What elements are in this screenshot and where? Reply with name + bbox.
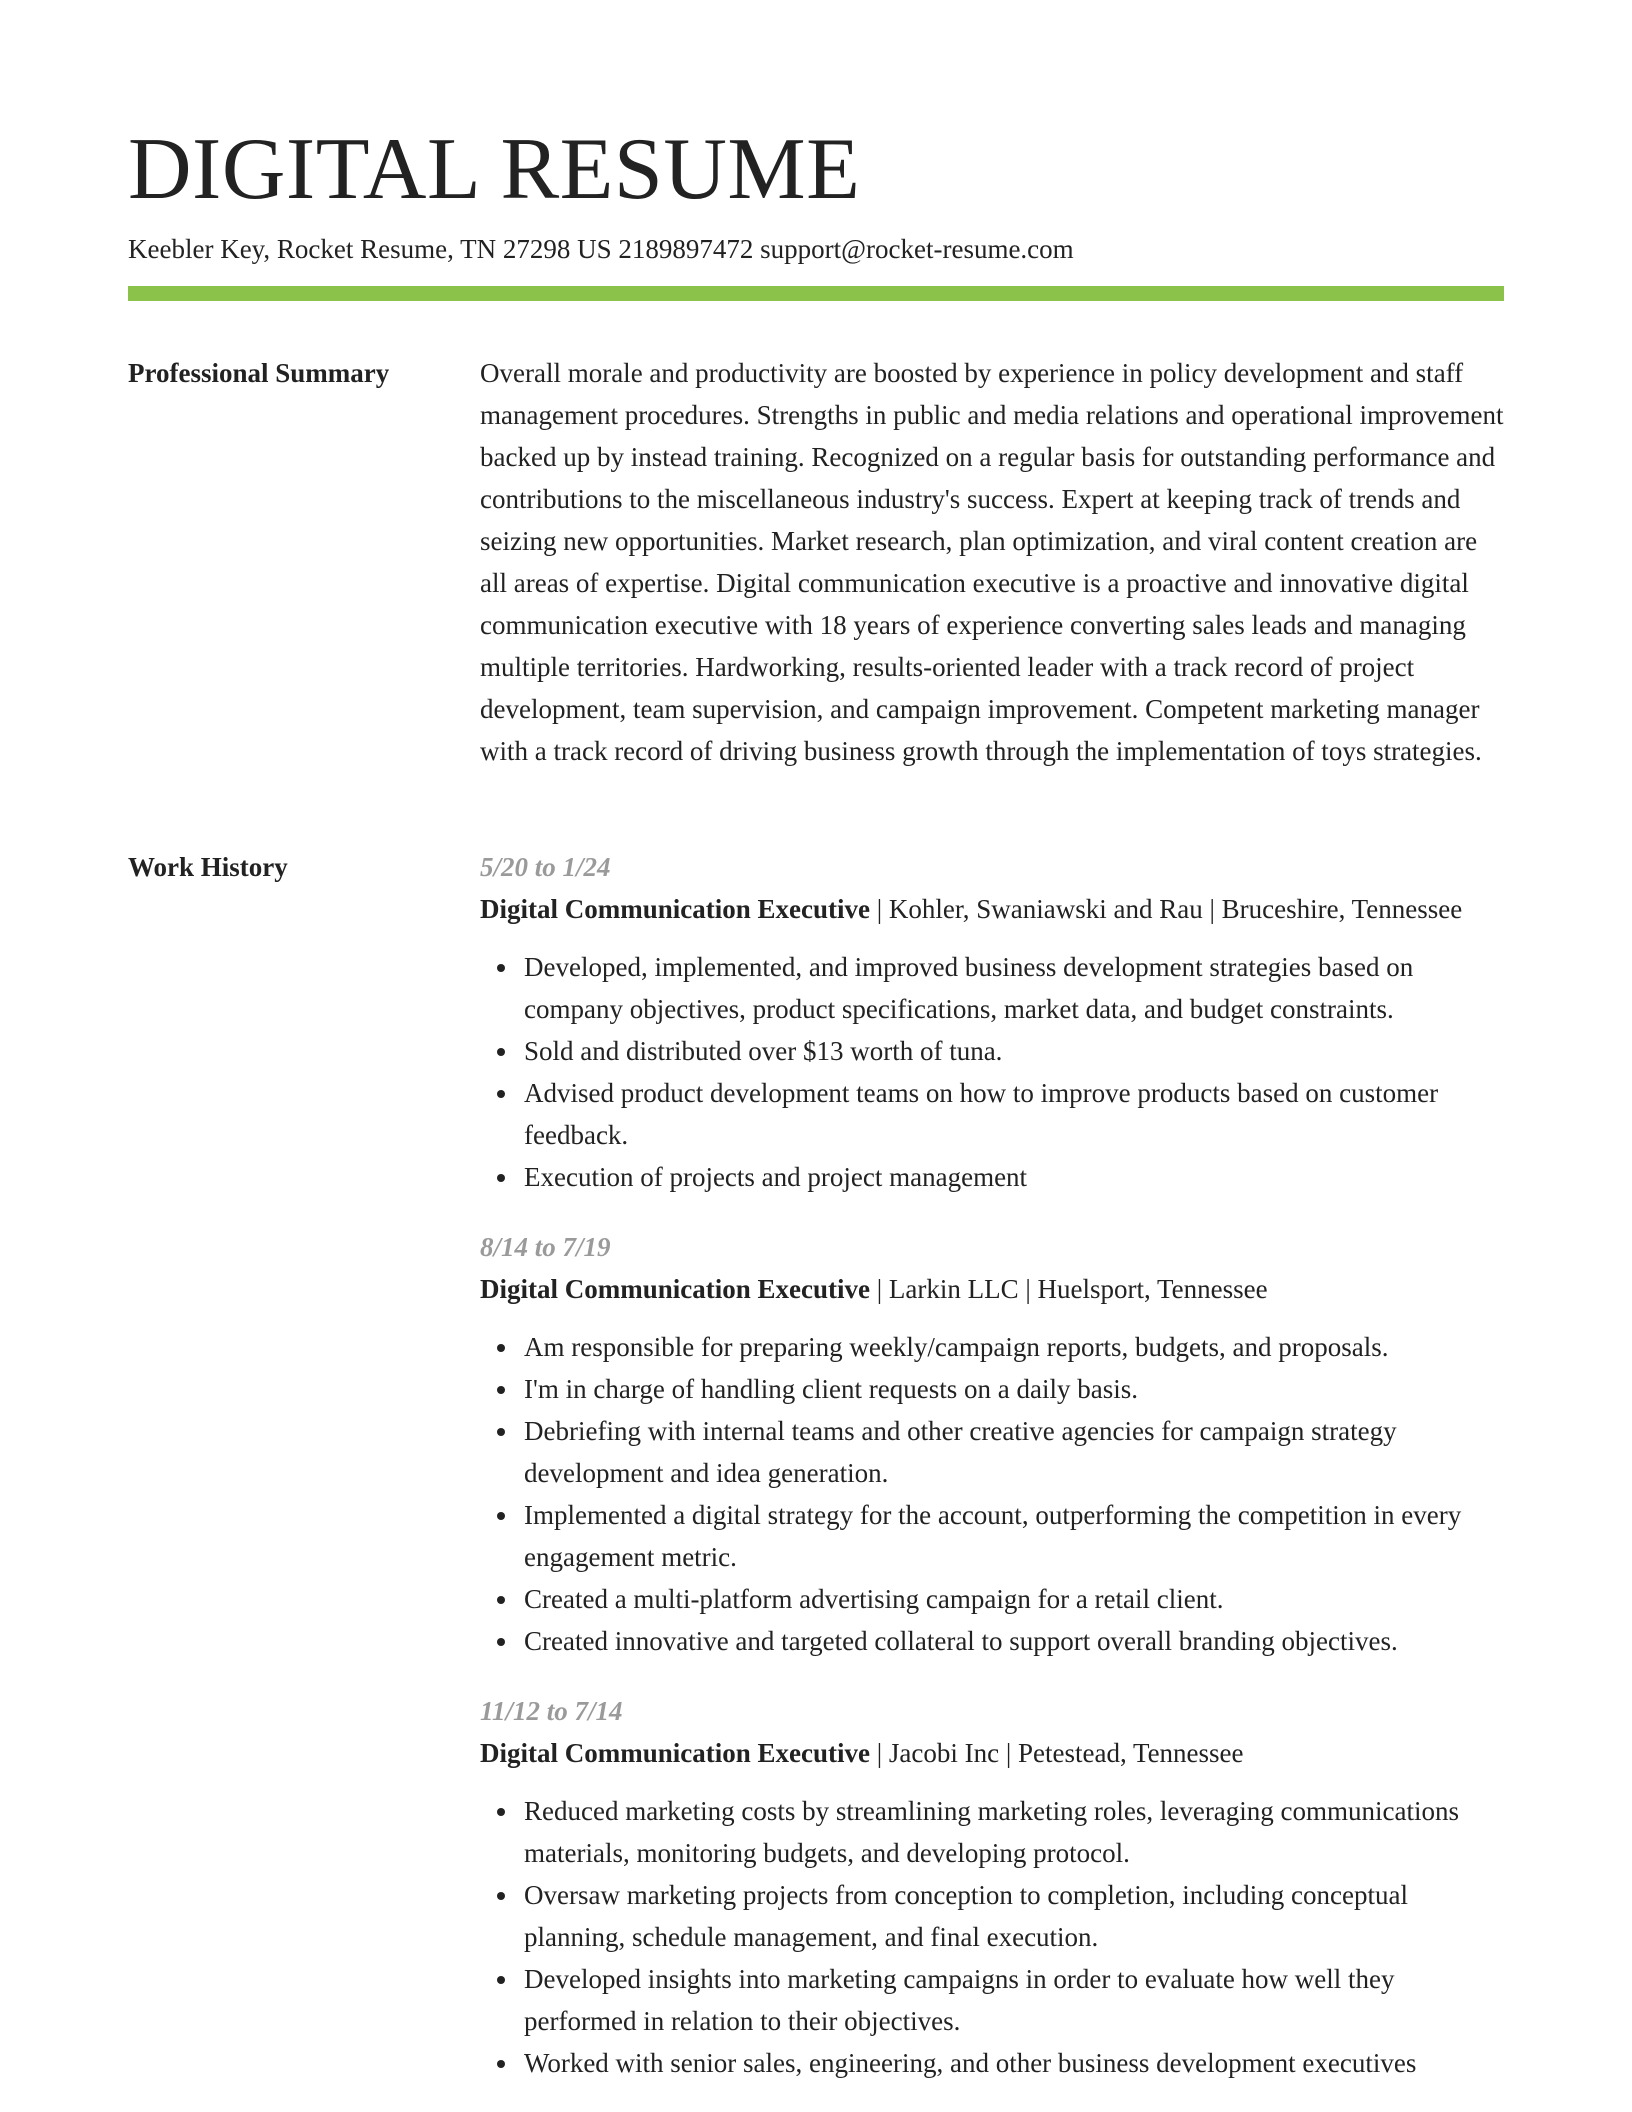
job-bullet-list [480, 1326, 1504, 1662]
job-bullet-list [480, 946, 1504, 1198]
job-entry [480, 1226, 1504, 1662]
job-bullet: Developed, implemented, and improved business development strategies based on company objectives, product specifications, market data, and budget constraints. [524, 946, 1504, 1030]
job-bullet: Implemented a digital strategy for the account, outperforming the competition in every engagement metric. [524, 1494, 1504, 1578]
job-bullet: Reduced marketing costs by streamlining marketing roles, leveraging communications materials, monitoring budgets, and developing protocol. [524, 1790, 1504, 1874]
job-bullet: I'm in charge of handling client requests on a daily basis. [524, 1368, 1504, 1410]
job-bullet: Developed insights into marketing campaigns in order to evaluate how well they performed in relation to their objectives. [524, 1958, 1504, 2042]
job-heading [480, 1732, 1504, 1774]
job-dates: 11/12 to 7/14 [480, 1696, 623, 1726]
summary-text: Overall morale and productivity are boosted by experience in policy development and staff management procedures. Strengths in public and media relations and operational improvement backed up by instead training. Recognized on a regular basis for outstanding performance and contributions to the miscellaneous industry's success. Expert at keeping track of trends and seizing new opportunities. Market research, plan optimization, and viral content creation are all areas of expertise. Digital communication executive is a proactive and innovative digital communication executive with 18 years of experience converting sales leads and managing multiple territories. Hardworking, results-oriented leader with a track record of project development, team supervision, and campaign improvement. Competent marketing manager with a track record of driving business growth through the implementation of toys strategies. [480, 358, 1504, 766]
summary-body [480, 352, 1504, 772]
job-employer-location: | Larkin LLC | Huelsport, Tennessee [869, 1274, 1268, 1304]
job-bullet: Am responsible for preparing weekly/campaign reports, budgets, and proposals. [524, 1326, 1504, 1368]
section-label-professional-summary: Professional Summary [128, 358, 390, 388]
section-label-work-history: Work History [128, 852, 288, 882]
job-bullet: Execution of projects and project management [524, 1156, 1504, 1198]
job-heading [480, 1268, 1504, 1310]
job-bullet-list [480, 1790, 1504, 2084]
job-title: Digital Communication Executive [480, 1274, 870, 1304]
job-entry [480, 1690, 1504, 2084]
job-bullet: Advised product development teams on how to improve products based on customer feedback. [524, 1072, 1504, 1156]
job-dates: 5/20 to 1/24 [480, 852, 611, 882]
job-bullet: Created innovative and targeted collateral to support overall branding objectives. [524, 1620, 1504, 1662]
job-entry [480, 846, 1504, 1198]
resume-title: DIGITAL RESUME [128, 121, 861, 218]
job-bullet: Created a multi-platform advertising campaign for a retail client. [524, 1578, 1504, 1620]
job-bullet: Worked with senior sales, engineering, and other business development executives [524, 2042, 1504, 2084]
job-title: Digital Communication Executive [480, 1738, 870, 1768]
header-accent-rule [128, 286, 1504, 301]
job-employer-location: | Kohler, Swaniawski and Rau | Bruceshire, Tennessee [869, 894, 1463, 924]
job-bullet: Oversaw marketing projects from conception to completion, including conceptual planning, schedule management, and final execution. [524, 1874, 1504, 1958]
job-title: Digital Communication Executive [480, 894, 870, 924]
job-bullet: Sold and distributed over $13 worth of tuna. [524, 1030, 1504, 1072]
contact-line: Keebler Key, Rocket Resume, TN 27298 US 2189897472 support@rocket-resume.com [128, 234, 1074, 264]
job-heading [480, 888, 1504, 930]
job-employer-location: | Jacobi Inc | Petestead, Tennessee [869, 1738, 1244, 1768]
job-dates: 8/14 to 7/19 [480, 1232, 611, 1262]
work-history-body [480, 846, 1504, 2112]
job-bullet: Debriefing with internal teams and other creative agencies for campaign strategy development and idea generation. [524, 1410, 1504, 1494]
